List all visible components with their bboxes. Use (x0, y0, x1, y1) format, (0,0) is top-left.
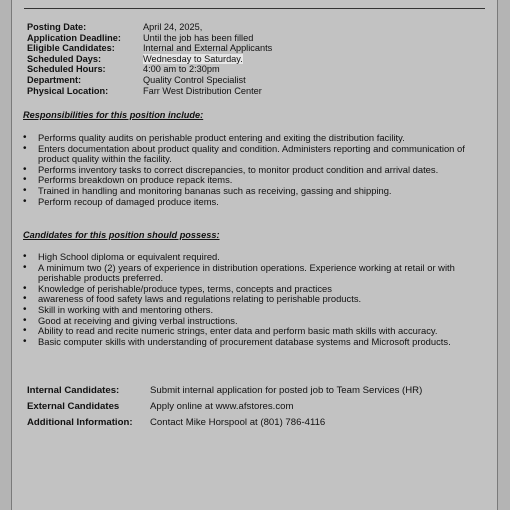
application-deadline-value: Until the job has been filled (143, 32, 254, 43)
scheduled-days-label: Scheduled Days: (27, 53, 102, 64)
top-divider (24, 8, 485, 9)
application-info (27, 383, 422, 430)
list-item: • Basic computer skills with understanding of procurement database systems and Microsoft products. (23, 337, 489, 348)
list-item: • Trained in handling and monitoring bananas such as receiving, gassing and shipping. (23, 186, 489, 197)
posting-date-label: Posting Date: (27, 22, 87, 32)
list-item: • Good at receiving and giving verbal instructions. (23, 316, 489, 327)
scheduled-hours-value: 4:00 am to 2:30pm (143, 64, 220, 75)
internal-candidates-label: Internal Candidates: (27, 385, 120, 396)
internal-candidates-value: Submit internal application for posted job to Team Services (HR) (150, 385, 423, 396)
scheduled-hours-label: Scheduled Hours: (27, 64, 106, 75)
additional-information-label: Additional Information: (27, 416, 133, 428)
department-label: Department: (27, 74, 82, 85)
department-row (27, 75, 272, 86)
responsibilities-heading: Responsibilities for this position include: (23, 110, 204, 120)
list-item: • Ability to read and recite numeric strings, enter data and perform basic math skills with accuracy. (23, 326, 489, 337)
external-candidates-value: Apply online at www.afstores.com (150, 400, 294, 412)
application-deadline-label: Application Deadline: (27, 32, 121, 43)
additional-information-value: Contact Mike Horspool at (801) 786-4116 (150, 416, 326, 428)
list-item: • High School diploma or equivalent required. (23, 252, 489, 263)
scheduled-days-value: Wednesday to Saturday. (143, 53, 243, 64)
application-deadline-row (27, 33, 272, 44)
posting-date-value: April 24, 2025, (143, 22, 203, 32)
posting-date-row (27, 22, 272, 33)
physical-location-label: Physical Location: (27, 85, 109, 96)
job-posting-page (11, 0, 498, 510)
requirements-heading: Candidates for this position should possess: (23, 230, 220, 240)
list-item: • awareness of food safety laws and regulations relating to perishable products. (23, 294, 489, 305)
scheduled-hours-row (27, 64, 272, 75)
eligible-candidates-value: Internal and External Applicants (143, 43, 273, 54)
list-item: • A minimum two (2) years of experience in distribution operations. Experience working at retail or with perishable products preferred. (23, 263, 489, 284)
internal-candidates-row (27, 383, 422, 399)
list-item: • Perform recoup of damaged produce items. (23, 197, 489, 208)
additional-information-row (27, 415, 422, 431)
eligible-candidates-label: Eligible Candidates: (27, 43, 115, 54)
eligible-candidates-row (27, 43, 272, 54)
list-item: • Performs breakdown on produce repack items. (23, 175, 489, 186)
department-value: Quality Control Specialist (143, 74, 246, 85)
scheduled-days-row (27, 54, 272, 65)
physical-location-value: Farr West Distribution Center (143, 85, 262, 96)
list-item: • Enters documentation about product quality and condition. Administers reporting and communication of product quality within the facility. (23, 144, 489, 165)
physical-location-row (27, 86, 272, 97)
requirements-list (23, 252, 489, 347)
external-candidates-row (27, 399, 422, 415)
external-candidates-label: External Candidates (27, 400, 120, 412)
list-item: • Knowledge of perishable/produce types, terms, concepts and practices (23, 284, 489, 295)
list-item: • Performs inventory tasks to correct discrepancies, to monitor product condition and arrival dates. (23, 165, 489, 176)
list-item: • Performs quality audits on perishable product entering and exiting the distribution facility. (23, 133, 489, 144)
list-item: • Skill in working with and mentoring others. (23, 305, 489, 316)
responsibilities-list (23, 133, 489, 207)
posting-details (27, 22, 272, 96)
